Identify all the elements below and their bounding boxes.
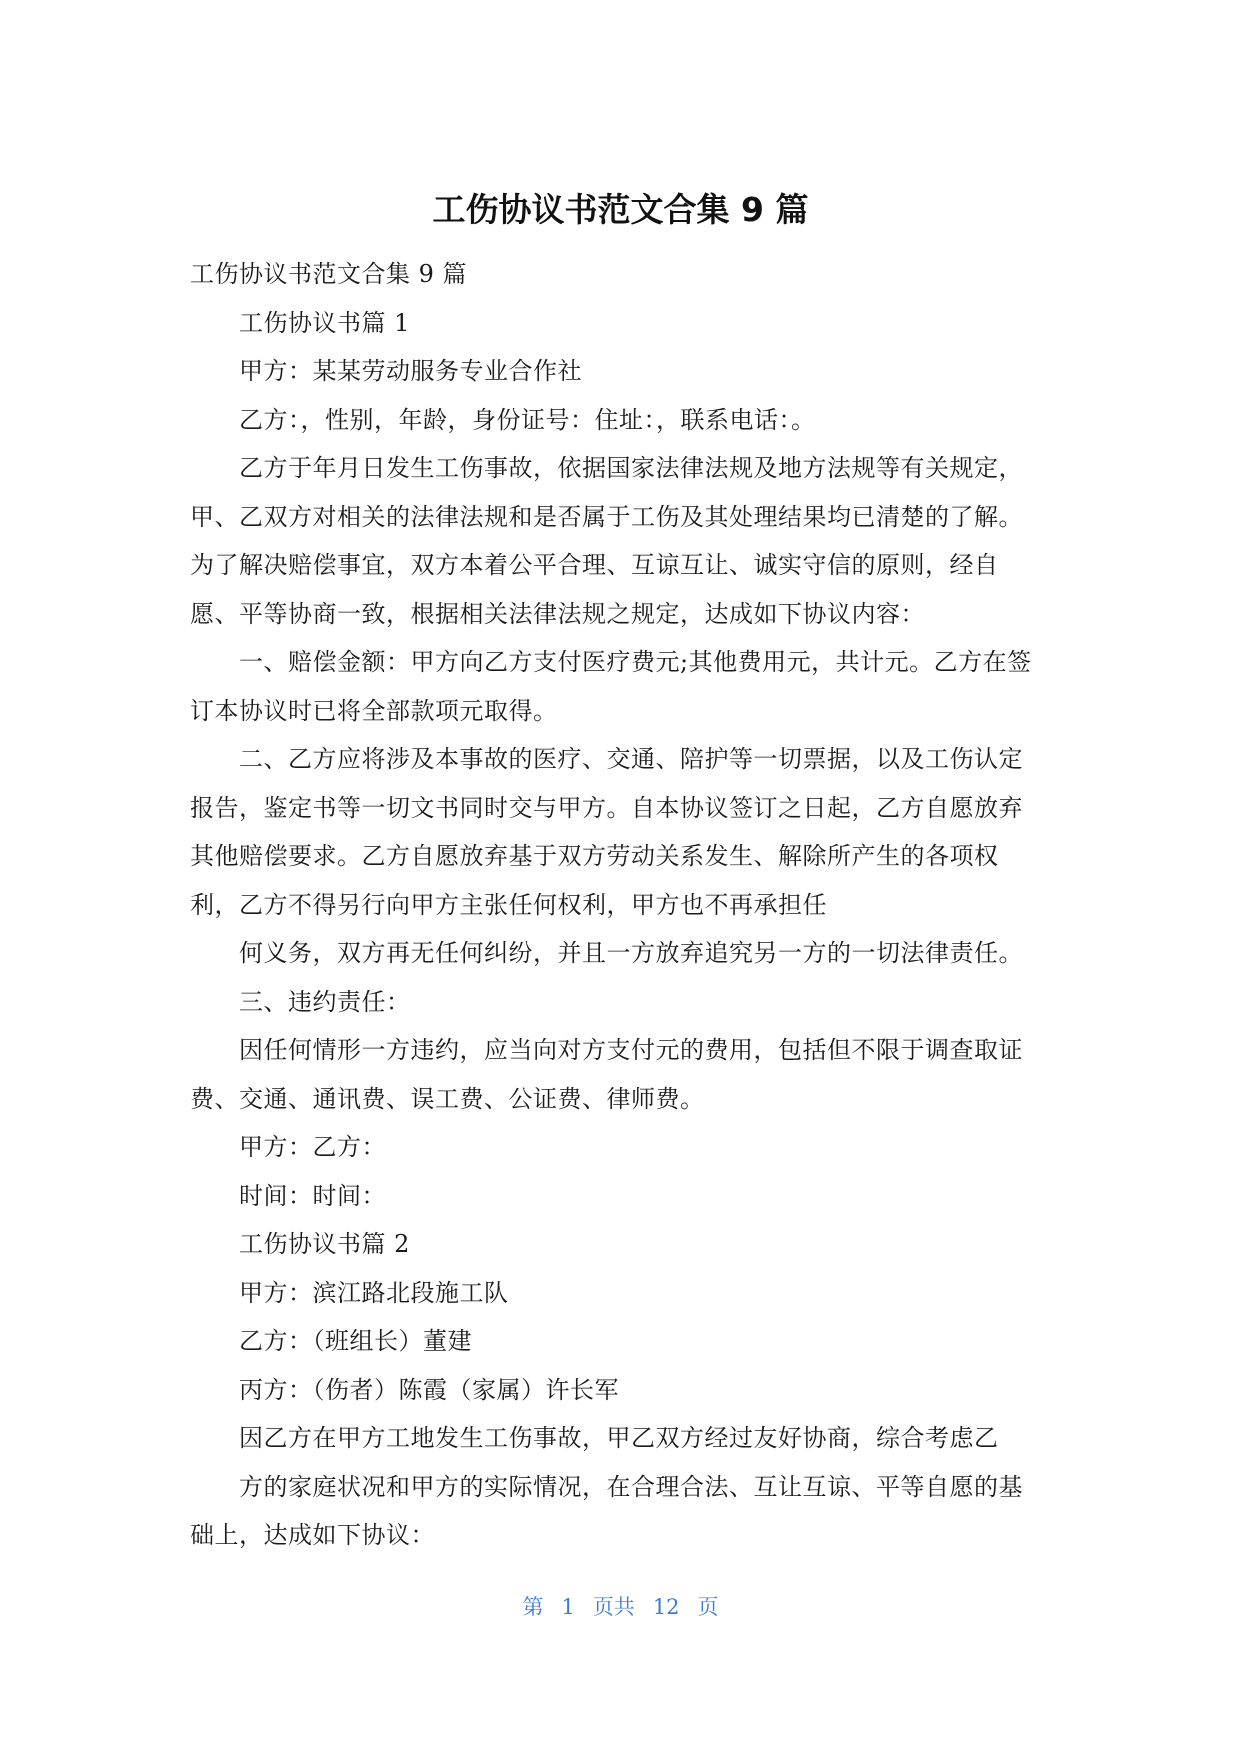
paragraph-line: 其他赔偿要求。乙方自愿放弃基于双方劳动关系发生、解除所产生的各项权 xyxy=(190,842,999,870)
paragraph xyxy=(190,250,1060,299)
footer-prefix: 第 xyxy=(522,1595,544,1619)
paragraph-line: 时间：时间： xyxy=(239,1181,386,1210)
paragraph-line: 础上，达成如下协议： xyxy=(190,1521,435,1549)
paragraph-line: 乙方：（班组长）董建 xyxy=(239,1327,472,1355)
paragraph-line: 费、交通、通讯费、误工费、公证费、律师费。 xyxy=(190,1084,705,1113)
paragraph-line: 因任何情形一方违约，应当向对方支付元的费用，包括但不限于调查取证 xyxy=(239,1036,1023,1064)
paragraph-line: 工伤协议书篇 2 xyxy=(239,1230,410,1258)
paragraph-line: 报告，鉴定书等一切文书同时交与甲方。自本协议签订之日起，乙方自愿放弃 xyxy=(190,793,1023,822)
paragraph-line: 丙方：（伤者）陈霞（家属）许长军 xyxy=(239,1375,619,1404)
paragraph-line: 何义务，双方再无任何纠纷，并且一方放弃追究另一方的一切法律责任。 xyxy=(239,939,1023,967)
paragraph xyxy=(190,444,1060,638)
paragraph-line: 为了解决赔偿事宜，双方本着公平合理、互谅互让、诚实守信的原则，经自 xyxy=(190,551,999,579)
paragraph-line: 甲、乙双方对相关的法律法规和是否属于工伤及其处理结果均已清楚的了解。 xyxy=(190,502,1023,531)
paragraph-line: 乙方于年月日发生工伤事故，依据国家法律法规及地方法规等有关规定， xyxy=(239,454,1023,482)
footer-middle: 页共 xyxy=(592,1595,635,1619)
paragraph xyxy=(190,1317,1060,1366)
paragraph-line: 愿、平等协商一致，根据相关法律法规之规定，达成如下协议内容： xyxy=(190,599,925,628)
document-title: 工伤协议书范文合集 9 篇 xyxy=(432,190,809,229)
paragraph xyxy=(190,1220,1060,1269)
paragraph xyxy=(190,1414,1060,1463)
paragraph-line: 方的家庭状况和甲方的实际情况，在合理合法、互让互谅、平等自愿的基 xyxy=(239,1472,1023,1501)
paragraph-line: 一、赔偿金额：甲方向乙方支付医疗费元;其他费用元，共计元。乙方在签 xyxy=(239,648,1032,676)
paragraph xyxy=(190,1172,1060,1221)
paragraph xyxy=(190,396,1060,445)
paragraph-line: 甲方：乙方： xyxy=(239,1133,386,1161)
paragraph xyxy=(190,735,1060,929)
footer-current-page: 1 xyxy=(561,1595,575,1619)
paragraph xyxy=(190,299,1060,348)
paragraph-line: 工伤协议书范文合集 9 篇 xyxy=(190,260,468,288)
paragraph xyxy=(190,1366,1060,1415)
paragraph-line: 甲方：某某劳动服务专业合作社 xyxy=(239,357,582,385)
paragraph-line: 乙方：，性别，年龄，身份证号：住址：，联系电话：。 xyxy=(239,405,816,434)
paragraph xyxy=(190,1463,1060,1560)
paragraph-line: 因乙方在甲方工地发生工伤事故，甲乙双方经过友好协商，综合考虑乙 xyxy=(239,1424,999,1452)
paragraph-line: 三、违约责任： xyxy=(239,987,411,1016)
paragraph xyxy=(190,1269,1060,1318)
paragraph xyxy=(190,638,1060,735)
paragraph xyxy=(190,347,1060,396)
paragraph-line: 工伤协议书篇 1 xyxy=(239,308,410,337)
paragraph xyxy=(190,929,1060,978)
paragraph-line: 利，乙方不得另行向甲方主张任何权利，甲方也不再承担任 xyxy=(190,890,827,919)
paragraph xyxy=(190,1026,1060,1123)
paragraph-line: 甲方：滨江路北段施工队 xyxy=(239,1278,509,1307)
paragraph-line: 订本协议时已将全部款项元取得。 xyxy=(190,696,558,725)
footer-suffix: 页 xyxy=(697,1595,719,1619)
paragraph xyxy=(190,978,1060,1027)
paragraph-line: 二、乙方应将涉及本事故的医疗、交通、陪护等一切票据，以及工伤认定 xyxy=(239,745,1023,773)
page-footer xyxy=(0,1592,1241,1622)
paragraph xyxy=(190,1123,1060,1172)
document-body xyxy=(190,250,1060,1560)
footer-total-pages: 12 xyxy=(652,1595,680,1619)
